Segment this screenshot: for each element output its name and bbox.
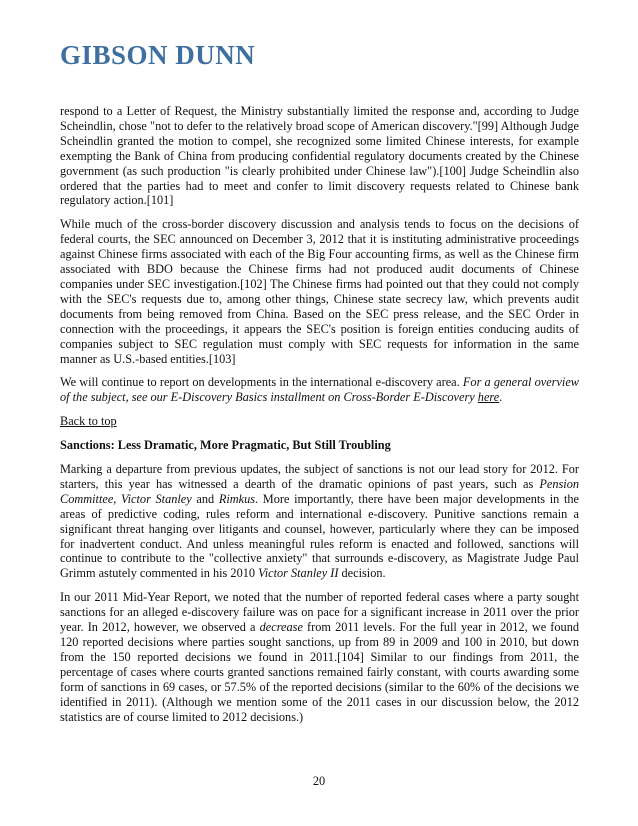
section-heading-sanctions: Sanctions: Less Dramatic, More Pragmatic, But Still Troubling — [60, 438, 391, 453]
decrease-emphasis: decrease — [259, 620, 303, 635]
paragraph-sanctions-intro: Marking a departure from previous updates, the subject of sanctions is not our lead story for 2012. For starters, this year has witnessed a dearth of the dramatic opinions of past years, such as Pension Committee, Victor Stanley and Rimkus. More importantly, there have been major developments in the areas of predictive coding, rules reform and international e-discovery. Punitive sanctions remain a significant threat hanging over litigants and counsel, however, particularly where they can be imposed for inadvertent conduct. And unless meaningful rules reform is enacted and followed, sanctions will continue to contribute to the "collective anxiety" that surrounds e-discovery, as Magistrate Judge Paul Grimm astutely commented in his 2010 Victor Stanley II decision. — [60, 462, 580, 581]
document-body — [60, 104, 579, 733]
here-link[interactable]: here — [477, 390, 500, 405]
case-name: Rimkus — [218, 491, 256, 506]
case-name: Victor Stanley II — [258, 566, 339, 581]
paragraph-sanctions-statistics: In our 2011 Mid-Year Report, we noted that the number of reported federal cases where a party sought sanctions for an alleged e-discovery failure was on pace for a significant increase in 2011 over the prior year. In 2012, however, we observed a decrease from 2011 levels. For the full year in 2012, we found 120 reported decisions where parties sought sanctions, up from 89 in 2009 and 100 in 2010, but down from the 150 reported decisions we found in 2011.[104] Similar to our findings from 2011, the percentage of cases where courts granted sanctions remained fairly constant, with courts awarding some form of sanctions in 69 cases, or 57.5% of the reported decisions (similar to the 60% of the decisions we identified in 2011). (Although we mention some of the 2011 cases in our discussion below, the 2012 statistics are of course limited to 2012 decisions.) — [60, 590, 579, 724]
back-to-top-link[interactable]: Back to top — [60, 414, 117, 429]
overview-italic-text: For a general overview of the subject, see our E-Discovery Basics installment on Cross-Border E-Discovery here — [60, 375, 579, 405]
page-number: 20 — [312, 774, 326, 788]
back-to-top-paragraph — [60, 414, 579, 429]
case-name: Victor Stanley — [121, 491, 192, 506]
paragraph-china-discovery: respond to a Letter of Request, the Ministry substantially limited the response and, according to Judge Scheindlin, chose "not to defer to the relatively broad scope of American discovery."[99] Although Judge Scheindlin granted the motion to compel, she recognized some limited Chinese interests, for example exempting the Bank of China from producing confidential regulatory documents created by the Chinese government (as such production "is clearly prohibited under Chinese law").[100] Judge Scheindlin also ordered that the parties had to meet and confer to limit discovery requests related to Chinese bank regulatory action.[101] — [60, 104, 579, 208]
case-name: Pension Committee — [60, 476, 579, 506]
paragraph-sec-proceedings: While much of the cross-border discovery discussion and analysis tends to focus on the decisions of federal courts, the SEC announced on December 3, 2012 that it is instituting administrative proceedings against Chinese firms associated with each of the Big Four accounting firms, as well as the Chinese firm associated with BDO because the Chinese firms had not produced audit documents of Chinese companies under SEC investigation.[102] The Chinese firms had pointed out that they could not comply with the SEC's requests due to, among other things, Chinese state secrecy law, which prevents audit documents from being removed from China. Based on the SEC press release, and the SEC Order in connection with the proceedings, it appears the SEC's position is foreign entities conducing audits of companies subject to SEC regulation must comply with SEC requests for information in the same manner as U.S.-based entities.[103] — [60, 217, 579, 366]
gibson-dunn-logo: GIBSON DUNN — [60, 40, 256, 70]
paragraph-text: We will continue to report on developments in the international e-discovery area. — [60, 375, 463, 390]
paragraph-continue-report: We will continue to report on developments in the international e-discovery area. For a general overview of the subject, see our E-Discovery Basics installment on Cross-Border E-Discovery here. — [60, 375, 579, 405]
